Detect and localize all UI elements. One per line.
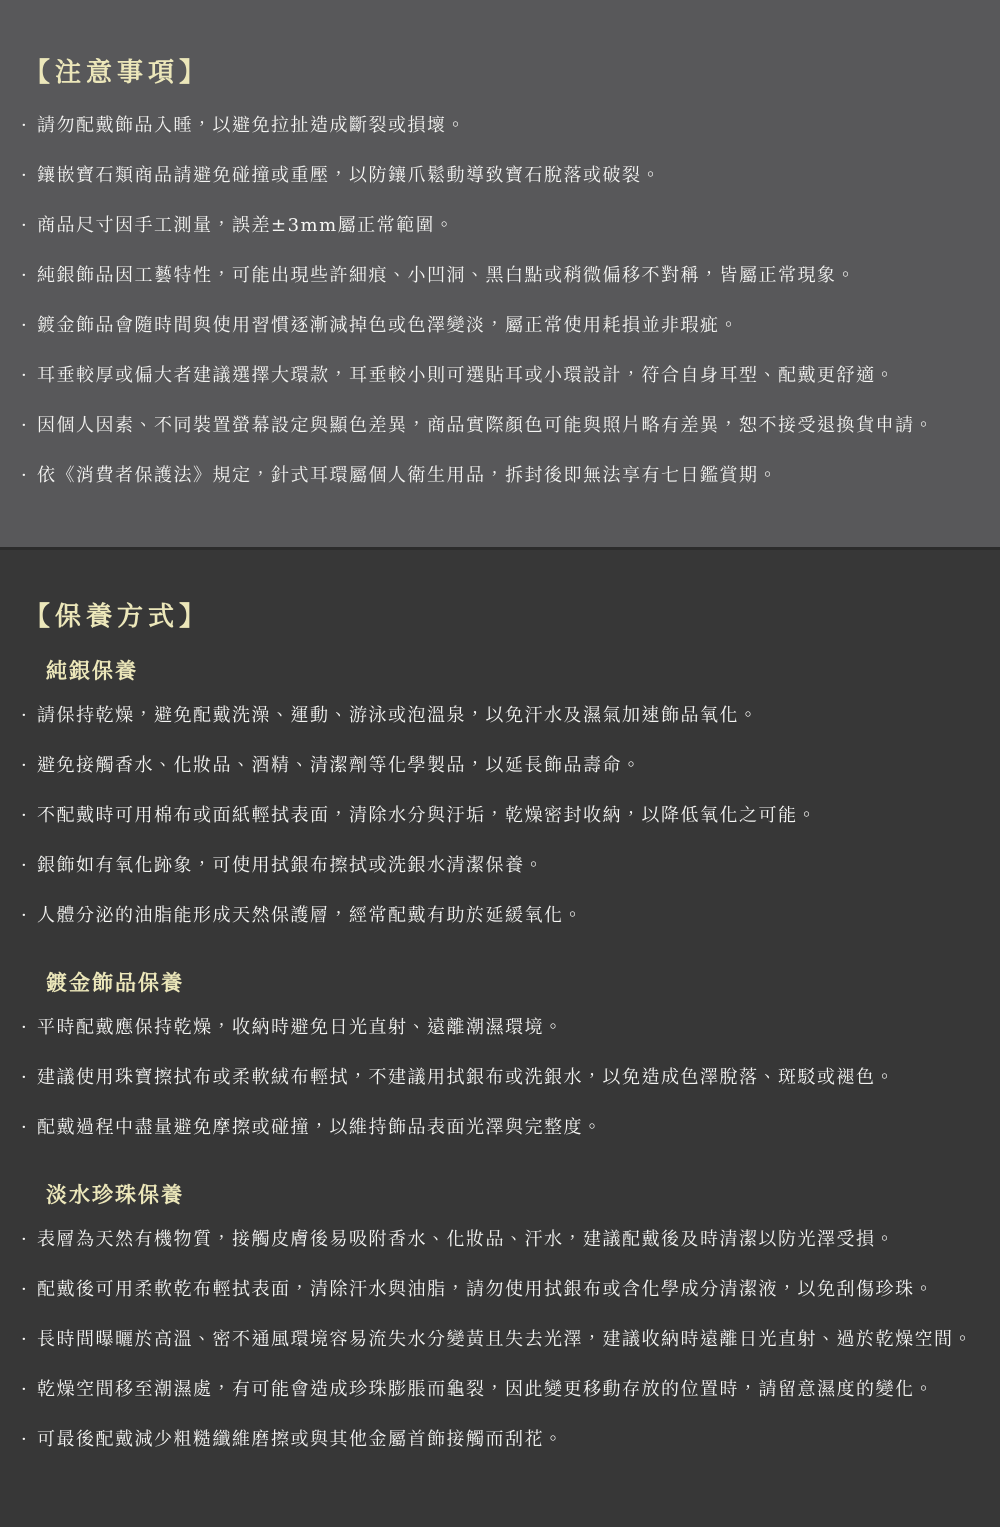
care-item: · 不配戴時可用棉布或面紙輕拭表面，清除水分與汙垢，乾燥密封收納，以降低氧化之可能。 xyxy=(20,804,982,828)
care-item: · 請保持乾燥，避免配戴洗澡、運動、游泳或泡溫泉，以免汗水及濕氣加速飾品氧化。 xyxy=(20,704,982,728)
care-item: · 人體分泌的油脂能形成天然保護層，經常配戴有助於延緩氧化。 xyxy=(20,904,982,928)
care-section xyxy=(0,547,1000,1527)
care-group-sterling-silver xyxy=(20,656,982,928)
care-group-subtitle-freshwater-pearl: 淡水珍珠保養 xyxy=(46,1182,184,1207)
notice-item: · 請勿配戴飾品入睡，以避免拉扯造成斷裂或損壞。 xyxy=(20,114,982,138)
care-item: · 配戴後可用柔軟乾布輕拭表面，清除汗水與油脂，請勿使用拭銀布或含化學成分清潔液，以免刮傷珍珠。 xyxy=(20,1278,982,1302)
care-item: · 配戴過程中盡量避免摩擦或碰撞，以維持飾品表面光澤與完整度。 xyxy=(20,1116,982,1140)
notice-item: · 商品尺寸因手工測量，誤差±3mm屬正常範圍。 xyxy=(20,214,982,238)
notice-section xyxy=(0,0,1000,547)
care-group-freshwater-pearl xyxy=(20,1180,982,1452)
notice-item: · 耳垂較厚或偏大者建議選擇大環款，耳垂較小則可選貼耳或小環設計，符合自身耳型、配戴更舒適。 xyxy=(20,364,982,388)
care-list-gold-plated xyxy=(20,1016,982,1140)
care-item: · 平時配戴應保持乾燥，收納時避免日光直射、遠離潮濕環境。 xyxy=(20,1016,982,1040)
notice-item: · 依《消費者保護法》規定，針式耳環屬個人衛生用品，拆封後即無法享有七日鑑賞期。 xyxy=(20,464,982,488)
care-item: · 可最後配戴減少粗糙纖維磨擦或與其他金屬首飾接觸而刮花。 xyxy=(20,1428,982,1452)
care-item: · 建議使用珠寶擦拭布或柔軟絨布輕拭，不建議用拭銀布或洗銀水，以免造成色澤脫落、斑駁或褪色。 xyxy=(20,1066,982,1090)
notice-item: · 純銀飾品因工藝特性，可能出現些許細痕、小凹洞、黑白點或稍微偏移不對稱，皆屬正常現象。 xyxy=(20,264,982,288)
care-item: · 避免接觸香水、化妝品、酒精、清潔劑等化學製品，以延長飾品壽命。 xyxy=(20,754,982,778)
care-item: · 長時間曝曬於高溫、密不通風環境容易流失水分變黃且失去光澤，建議收納時遠離日光直射、過於乾燥空間。 xyxy=(20,1328,982,1352)
notice-item: · 鍍金飾品會隨時間與使用習慣逐漸減掉色或色澤變淡，屬正常使用耗損並非瑕疵。 xyxy=(20,314,982,338)
care-group-subtitle-sterling-silver: 純銀保養 xyxy=(46,658,138,683)
care-list-freshwater-pearl xyxy=(20,1228,982,1452)
care-section-title: 【保養方式】 xyxy=(24,602,211,632)
care-list-sterling-silver xyxy=(20,704,982,928)
care-item: · 銀飾如有氧化跡象，可使用拭銀布擦拭或洗銀水清潔保養。 xyxy=(20,854,982,878)
care-item: · 表層為天然有機物質，接觸皮膚後易吸附香水、化妝品、汗水，建議配戴後及時清潔以防光澤受損。 xyxy=(20,1228,982,1252)
notice-item: · 鑲嵌寶石類商品請避免碰撞或重壓，以防鑲爪鬆動導致寶石脫落或破裂。 xyxy=(20,164,982,188)
notice-list xyxy=(20,114,982,488)
notice-section-title: 【注意事項】 xyxy=(24,58,211,88)
notice-item: · 因個人因素、不同裝置螢幕設定與顯色差異，商品實際顏色可能與照片略有差異，恕不接受退換貨申請。 xyxy=(20,414,982,438)
care-group-gold-plated xyxy=(20,968,982,1140)
care-group-subtitle-gold-plated: 鍍金飾品保養 xyxy=(46,970,184,995)
care-item: · 乾燥空間移至潮濕處，有可能會造成珍珠膨脹而龜裂，因此變更移動存放的位置時，請留意濕度的變化。 xyxy=(20,1378,982,1402)
